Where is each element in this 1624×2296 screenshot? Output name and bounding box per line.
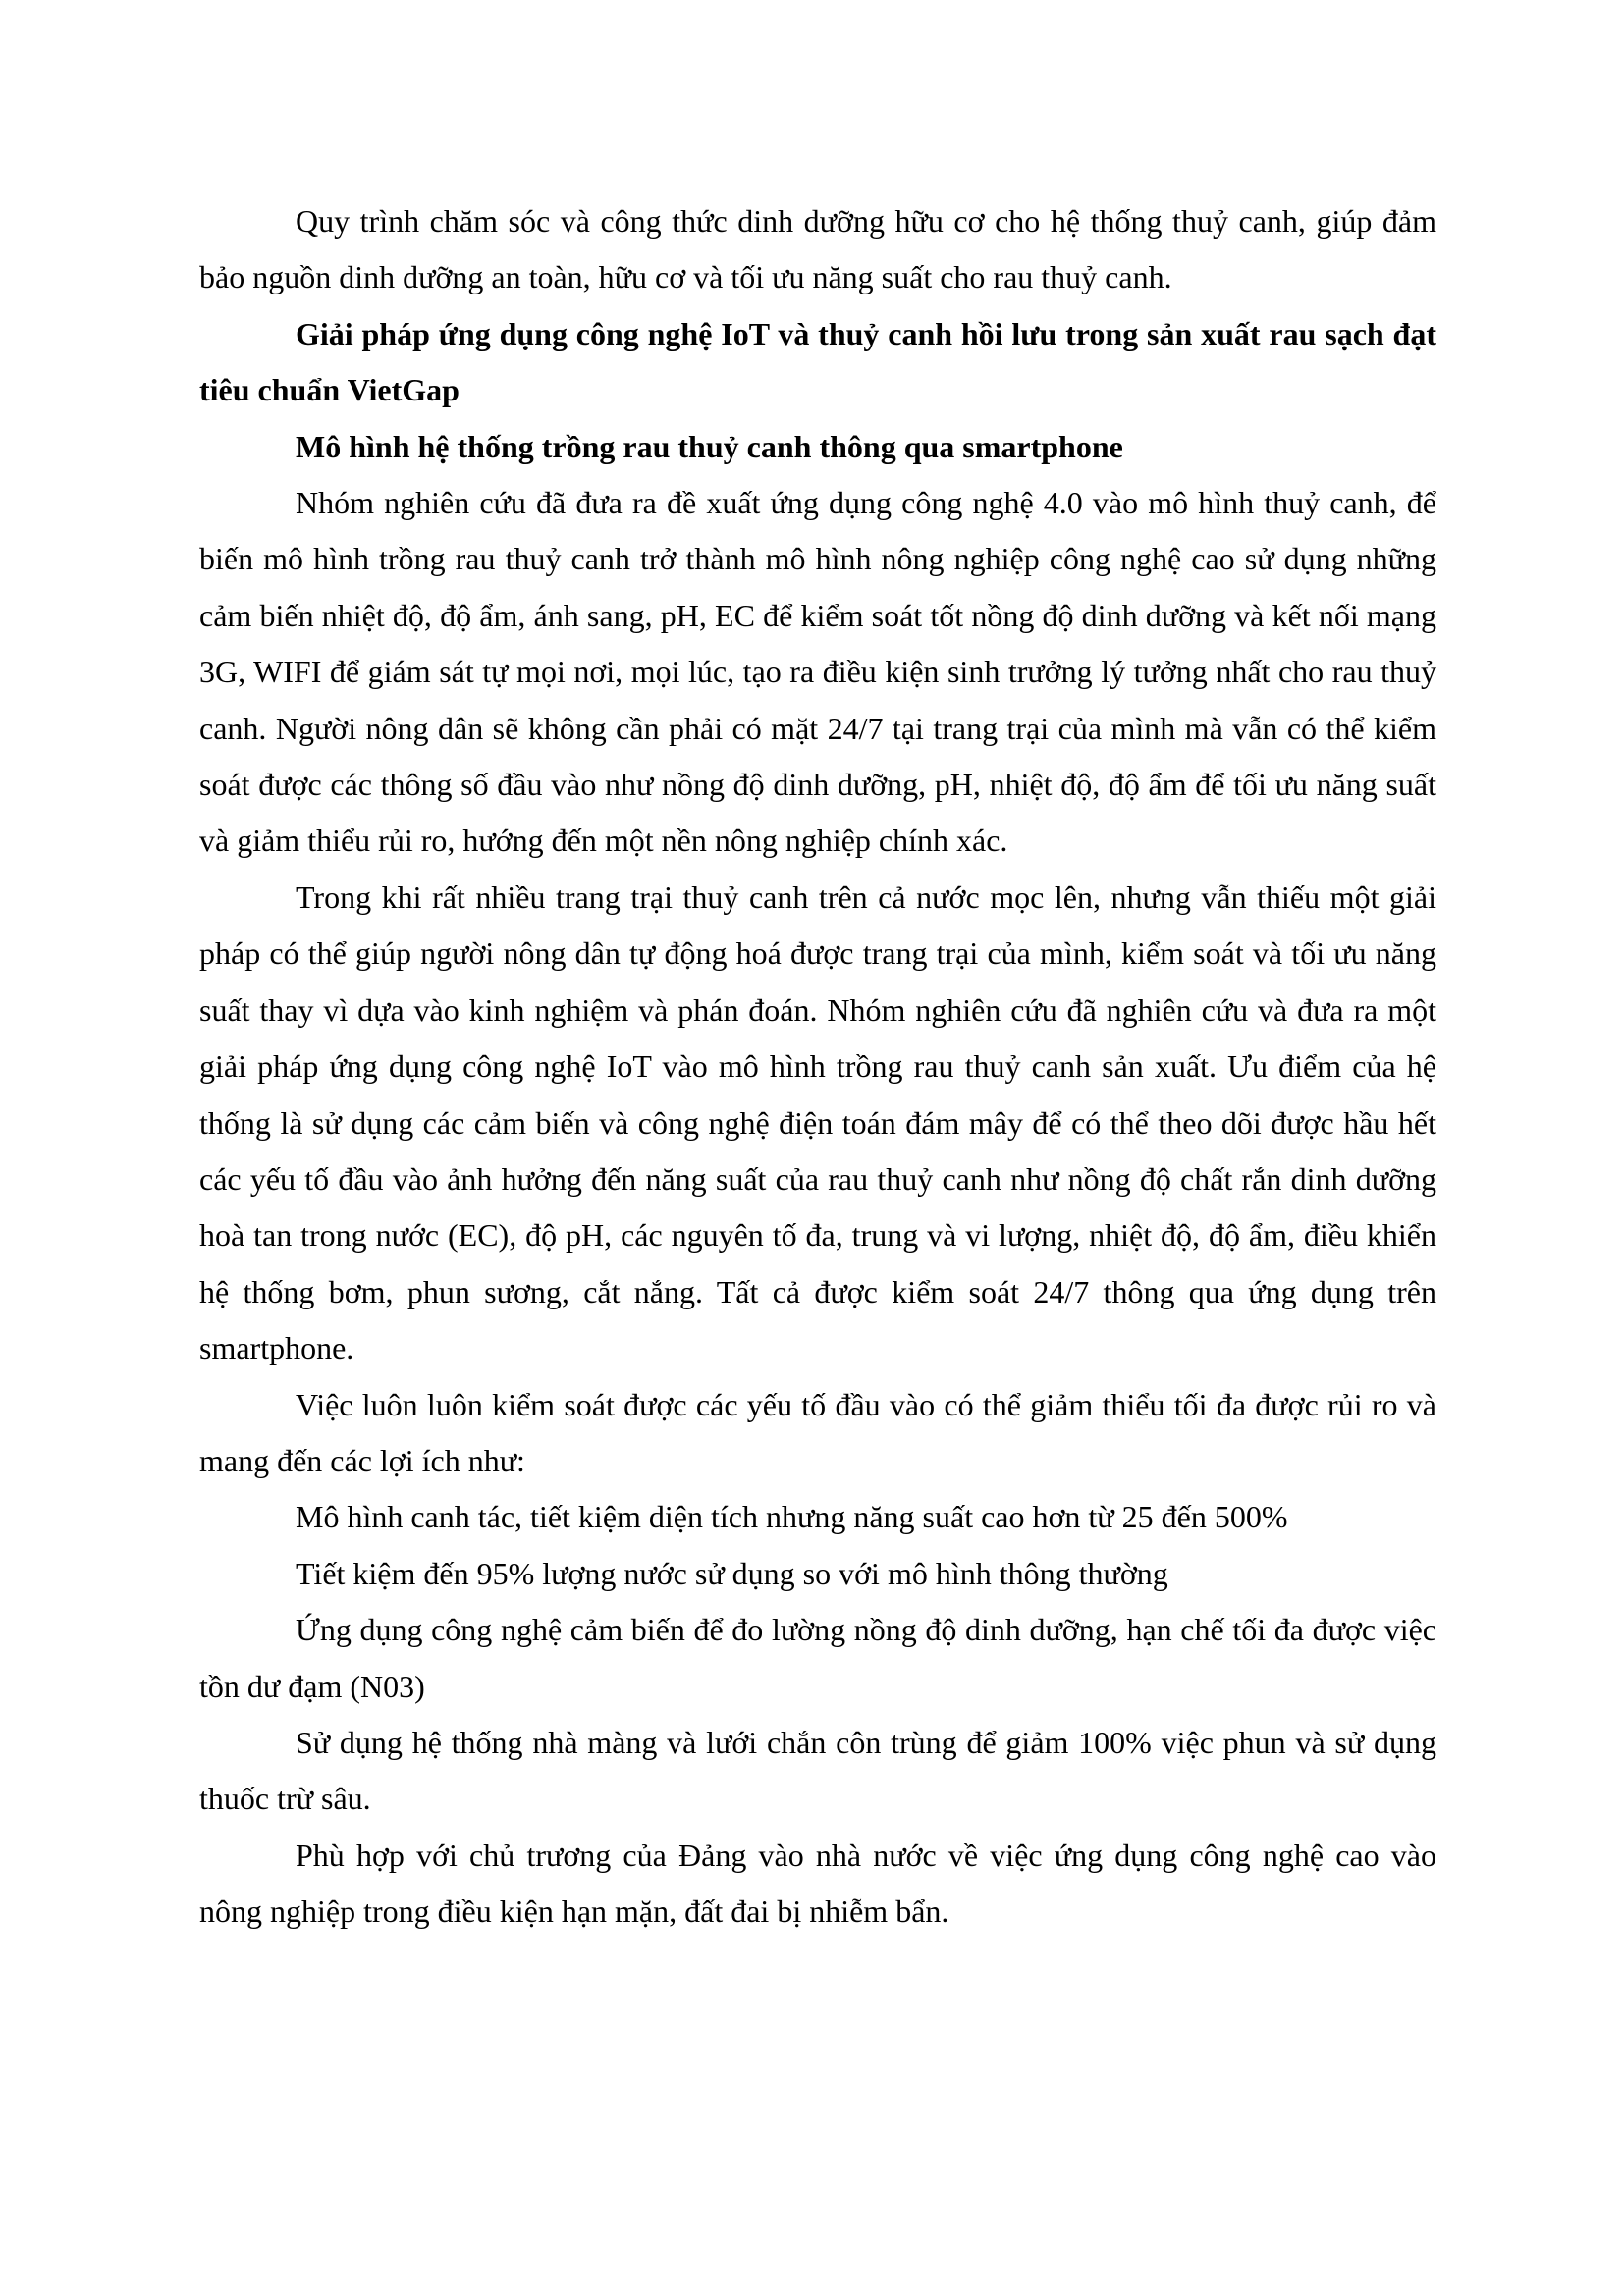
paragraph-policy: Phù hợp với chủ trương của Đảng vào nhà nước về việc ứng dụng công nghệ cao vào nông nghiệp trong điều kiện hạn mặn, đất đai bị nhiễm bẩn.	[199, 1837, 1436, 1930]
paragraph-tech-proposal: Nhóm nghiên cứu đã đưa ra đề xuất ứng dụng công nghệ 4.0 vào mô hình thuỷ canh, để biến mô hình trồng rau thuỷ canh trở thành mô hình nông nghiệp công nghệ cao sử dụng những cảm biến nhiệt độ, độ ẩm, ánh sang, pH, EC để kiểm soát tốt nồng độ dinh dưỡng và kết nối mạng 3G, WIFI để giám sát tự mọi nơi, mọi lúc, tạo ra điều kiện sinh trưởng lý tưởng nhất cho rau thuỷ canh. Người nông dân sẽ không cần phải có mặt 24/7 tại trang trại của mình mà vẫn có thể kiểm soát được các thông số đầu vào như nồng độ dinh dưỡng, pH, nhiệt độ, độ ẩm để tối ưu năng suất và giảm thiểu rủi ro, hướng đến một nền nông nghiệp chính xác.	[199, 485, 1436, 859]
document-page	[199, 193, 1436, 1941]
benefit-yield: Mô hình canh tác, tiết kiệm diện tích nhưng năng suất cao hơn từ 25 đến 500%	[296, 1499, 1288, 1535]
heading-iot-solution: Giải pháp ứng dụng công nghệ IoT và thuỷ canh hồi lưu trong sản xuất rau sạch đạt tiêu chuẩn VietGap	[199, 315, 1436, 408]
benefit-sensors: Ứng dụng công nghệ cảm biến để đo lường nồng độ dinh dưỡng, hạn chế tối đa được việc tồn dư đạm (N03)	[199, 1612, 1436, 1704]
paragraph-iot-solution-details: Trong khi rất nhiều trang trại thuỷ canh trên cả nước mọc lên, nhưng vẫn thiếu một giải pháp có thể giúp người nông dân tự động hoá được trang trại của mình, kiểm soát và tối ưu năng suất thay vì dựa vào kinh nghiệm và phán đoán. Nhóm nghiên cứu đã nghiên cứu và đưa ra một giải pháp ứng dụng công nghệ IoT vào mô hình trồng rau thuỷ canh sản xuất. Ưu điểm của hệ thống là sử dụng các cảm biến và công nghệ điện toán đám mây để có thể theo dõi được hầu hết các yếu tố đầu vào ảnh hưởng đến năng suất của rau thuỷ canh như nồng độ chất rắn dinh dưỡng hoà tan trong nước (EC), độ pH, các nguyên tố đa, trung và vi lượng, nhiệt độ, độ ẩm, điều khiển hệ thống bơm, phun sương, cắt nắng. Tất cả được kiểm soát 24/7 thông qua ứng dụng trên smartphone.	[199, 879, 1436, 1366]
benefit-water: Tiết kiệm đến 95% lượng nước sử dụng so với mô hình thông thường	[296, 1555, 1168, 1591]
benefit-pesticide: Sử dụng hệ thống nhà màng và lưới chắn côn trùng để giảm 100% việc phun và sử dụng thuốc trừ sâu.	[199, 1724, 1436, 1817]
heading-smartphone-model: Mô hình hệ thống trồng rau thuỷ canh thông qua smartphone	[296, 428, 1123, 464]
paragraph-care-process: Quy trình chăm sóc và công thức dinh dưỡng hữu cơ cho hệ thống thuỷ canh, giúp đảm bảo nguồn dinh dưỡng an toàn, hữu cơ và tối ưu năng suất cho rau thuỷ canh.	[199, 203, 1436, 295]
paragraph-benefits-intro: Việc luôn luôn kiểm soát được các yếu tố đầu vào có thể giảm thiểu tối đa được rủi ro và mang đến các lợi ích như:	[199, 1386, 1436, 1478]
